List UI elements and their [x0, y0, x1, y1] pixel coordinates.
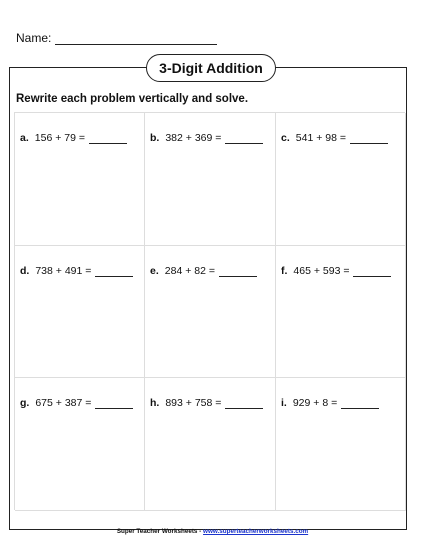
instructions: Rewrite each problem vertically and solve.: [16, 93, 249, 105]
name-label: Name:: [16, 31, 52, 45]
answer-blank: [225, 133, 263, 144]
problem-cell-c: [276, 113, 406, 246]
problem-e: [150, 265, 257, 277]
problem-letter: g.: [20, 397, 30, 409]
answer-blank: [341, 398, 379, 409]
problem-letter: a.: [20, 132, 29, 144]
problem-expression: 929 + 8 =: [292, 397, 338, 409]
problem-expression: 893 + 758 =: [165, 397, 222, 409]
problem-d: [20, 265, 133, 277]
problem-expression: 284 + 82 =: [164, 265, 215, 277]
problem-expression: 675 + 387 =: [35, 397, 92, 409]
answer-blank: [89, 133, 127, 144]
footer: [0, 528, 425, 535]
answer-blank: [95, 398, 133, 409]
problem-cell-b: [145, 113, 276, 246]
problem-expression: 382 + 369 =: [165, 132, 222, 144]
problem-cell-f: [276, 246, 406, 378]
problem-cell-d: [15, 246, 145, 378]
name-row: [16, 31, 217, 45]
problem-letter: i.: [281, 397, 287, 409]
problem-grid: [14, 112, 405, 510]
problem-expression: 465 + 593 =: [293, 265, 350, 277]
problem-cell-i: [276, 378, 406, 511]
problem-g: [20, 397, 133, 409]
problem-letter: c.: [281, 132, 290, 144]
problem-cell-g: [15, 378, 145, 511]
answer-blank: [95, 266, 133, 277]
problem-letter: h.: [150, 397, 160, 409]
problem-cell-a: [15, 113, 145, 246]
problem-expression: 541 + 98 =: [295, 132, 346, 144]
problem-a: [20, 132, 127, 144]
problem-i: [281, 397, 379, 409]
problem-b: [150, 132, 263, 144]
problem-expression: 156 + 79 =: [34, 132, 85, 144]
worksheet-title-box: [146, 54, 276, 82]
problem-cell-h: [145, 378, 276, 511]
problem-cell-e: [145, 246, 276, 378]
problem-expression: 738 + 491 =: [35, 265, 92, 277]
problem-letter: f.: [281, 265, 288, 277]
footer-url-link[interactable]: www.superteacherworksheets.com: [203, 528, 309, 535]
answer-blank: [219, 266, 257, 277]
worksheet-title: 3-Digit Addition: [159, 60, 263, 76]
problem-f: [281, 265, 391, 277]
answer-blank: [350, 133, 388, 144]
footer-brand: Super Teacher Worksheets: [116, 528, 198, 535]
answer-blank: [225, 398, 263, 409]
problem-letter: b.: [150, 132, 160, 144]
name-field-line: [55, 33, 217, 45]
problem-h: [150, 397, 263, 409]
answer-blank: [353, 266, 391, 277]
problem-letter: e.: [150, 265, 159, 277]
footer-separator: -: [197, 528, 204, 535]
problem-letter: d.: [20, 265, 30, 277]
problem-c: [281, 132, 388, 144]
